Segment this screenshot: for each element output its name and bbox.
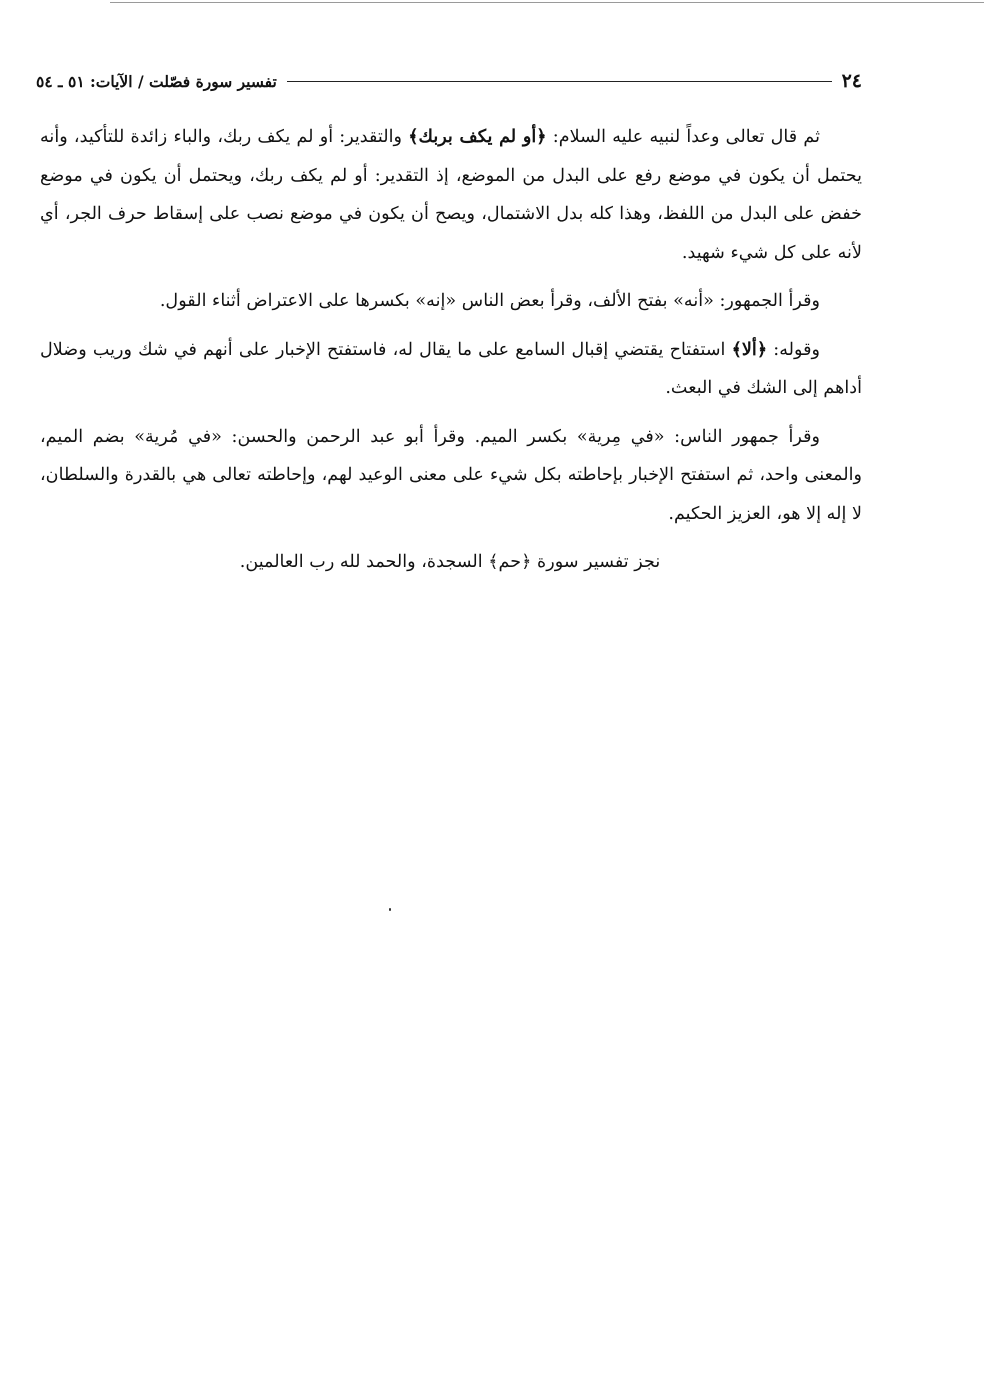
paragraph-text: وقرأ جمهور الناس: «في مِرية» بكسر الميم. وقرأ أبو عبد الرحمن والحسن: «في مُرية» بضم الميم، والمعنى واحد، ثم استفتح الإخبار بإحاطته بكل شيء على معنى الوعيد لهم، وإحاطته تعالى هي بالقدرة والسلطان، لا إله إلا هو، العزيز الحكيم. xyxy=(40,426,862,524)
header-rule xyxy=(287,81,832,82)
quran-quote: ﴿حم﴾ xyxy=(488,552,532,572)
closing-line xyxy=(0,546,900,578)
scan-speck xyxy=(389,908,391,911)
closing-text: السجدة، والحمد لله رب العالمين. xyxy=(239,552,489,572)
paragraph-text: وقوله: xyxy=(767,339,820,360)
paragraph xyxy=(40,331,862,408)
paragraph-text: وقرأ الجمهور: «أنه» بفتح الألف، وقرأ بعض الناس «إنه» بكسرها على الاعتراض أثناء القول. xyxy=(159,291,820,311)
paragraph xyxy=(40,282,862,321)
paragraph-text: والتقدير: أو لم يكف ربك، والباء زائدة للتأكيد، وأنه يحتمل أن يكون في موضع رفع على البدل من الموضع، إذ التقدير: أو لم يكف ربك، ويحتمل أن يكون في موضع خفض على البدل من اللفظ، وهذا كله بدل الاشتمال، ويصح أن يكون في موضع نصب على إسقاط حرف الجر، أي لأنه على كل شيء شهيد. xyxy=(40,127,862,263)
page-top-edge xyxy=(110,2,984,3)
page-header xyxy=(36,66,862,96)
body-text xyxy=(40,118,862,543)
page-number: ٢٤ xyxy=(841,70,862,92)
closing-text: نجز تفسير سورة xyxy=(531,552,661,572)
paragraph-text: ثم قال تعالى وعداً لنبيه عليه السلام: xyxy=(546,127,820,147)
quran-quote: ﴿أو لم يكف بربك﴾ xyxy=(408,126,547,147)
paragraph xyxy=(40,118,862,272)
paragraph-text: استفتاح يقتضي إقبال السامع على ما يقال له، فاستفتح الإخبار على أنهم في شك وريب وضلال أداهم إلى الشك في البعث. xyxy=(40,339,862,398)
quran-quote: ﴿ألا﴾ xyxy=(731,338,768,360)
running-title: تفسير سورة فصّلت / الآيات: ٥١ ـ ٥٤ xyxy=(36,71,277,91)
paragraph xyxy=(40,418,862,534)
